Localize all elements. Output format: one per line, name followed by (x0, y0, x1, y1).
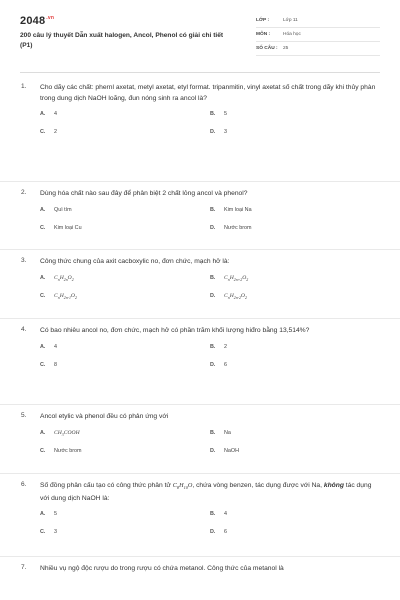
question-text: Ancol etylic và phenol đều có phản ứng với (40, 413, 169, 420)
option-a[interactable]: A. $C_nH_{2n}O_2$ (40, 274, 74, 282)
option-d[interactable]: D. NaOH (210, 447, 239, 454)
option-b[interactable]: B. 4 (210, 511, 227, 518)
option-b[interactable]: B. Kim loại Na (210, 206, 252, 213)
question-number: 7. (21, 564, 27, 571)
option-d[interactable]: D. 3 (210, 129, 227, 135)
answer-options (40, 511, 382, 551)
option-c[interactable]: C. Nước brom (40, 447, 82, 454)
chemical-formula: $CH_3COOH$ (54, 429, 80, 437)
option-d[interactable]: D. 6 (210, 529, 227, 536)
chemical-formula: $C_nH_{2n-1}O_2$ (54, 292, 77, 300)
option-a[interactable]: A. 4 (40, 343, 57, 350)
question-7 (0, 557, 400, 587)
site-logo[interactable]: $2048^{.vn}$ (20, 15, 55, 27)
question-text: Nhiều vụ ngộ độc rượu do trong rượu có chứa metanol. Công thức của metanol là (40, 565, 284, 572)
meta-question-count: SỐ CÂU : 25 (256, 43, 380, 56)
chemical-formula: $C_nH_{2n+2}O_2$ (224, 274, 249, 282)
option-d[interactable]: D. $C_nH_{2n-2}O_2$ (210, 292, 247, 300)
chemical-formula: $C_nH_{2n-2}O_2$ (224, 292, 247, 300)
option-b[interactable]: B. $C_nH_{2n+2}O_2$ (210, 274, 249, 282)
question-number: 3. (21, 257, 27, 264)
option-a[interactable]: A. 4 (40, 111, 57, 117)
option-d[interactable]: D. Nước brom (210, 224, 252, 231)
option-c[interactable]: C. 2 (40, 129, 57, 135)
question-1 (0, 76, 400, 182)
question-4 (0, 319, 400, 405)
question-6 (0, 474, 400, 557)
question-text: Dùng hóa chất nào sau đây để phân biệt 2 chất lỏng ancol và phenol? (40, 190, 248, 197)
question-text: Số đồng phân cấu tạo có công thức phân tử $C_8H_{10}O$, chứa vòng benzen, tác dụng được với Na, không tác dụng với dung dịch NaOH là: (40, 482, 372, 502)
option-b[interactable]: B. 2 (210, 343, 227, 350)
answer-options (40, 111, 382, 151)
option-a[interactable]: A. $CH_3COOH$ (40, 429, 80, 437)
option-c[interactable]: C. 3 (40, 529, 57, 536)
option-a[interactable]: A. 5 (40, 511, 57, 518)
question-3 (0, 250, 400, 319)
emphasis-text: không (323, 482, 344, 489)
question-list (0, 76, 400, 587)
worksheet-header (0, 0, 400, 70)
question-text: Cho dãy các chất: phernl axetat, metyl axetat, etyl format. tripanmitin, vinyl axetat số chất trong dãy khi thủy phàn trong dung dịch NaOH loãng, đun nóng sinh ra ancol là? (40, 84, 376, 102)
page-title: 200 câu lý thuyết Dẫn xuất halogen, Ancol, Phenol có giải chi tiết (P1) (20, 32, 224, 49)
meta-subject: MÔN : Hóa học (256, 29, 380, 42)
answer-options (40, 344, 382, 384)
question-number: 5. (21, 412, 27, 419)
option-a[interactable]: A. Quì tím (40, 206, 72, 213)
chemical-formula: $C_8H_{10}O$ (172, 482, 193, 491)
question-number: 2. (21, 189, 27, 196)
chemical-formula: $C_nH_{2n}O_2$ (54, 274, 74, 282)
answer-options (40, 207, 382, 247)
option-c[interactable]: C. Kim loại Cu (40, 224, 82, 231)
answer-options (40, 275, 382, 315)
header-divider (20, 72, 380, 73)
option-d[interactable]: D. 6 (210, 361, 227, 368)
question-number: 4. (21, 326, 27, 333)
question-5 (0, 405, 400, 474)
option-c[interactable]: C. 8 (40, 361, 57, 368)
option-c[interactable]: C. $C_nH_{2n-1}O_2$ (40, 292, 77, 300)
answer-options (40, 430, 382, 470)
worksheet-meta (256, 15, 380, 57)
question-2 (0, 182, 400, 250)
question-number: 6. (21, 481, 27, 488)
meta-class: LỚP : Lớp 11 (256, 15, 380, 28)
question-text: Có bao nhiêu ancol no, đơn chức, mạch hở có phần trăm khối lượng hiđro bằng 13,514%? (40, 327, 310, 334)
question-number: 1. (21, 83, 27, 90)
option-b[interactable]: B. Na (210, 429, 231, 436)
question-text: Công thức chung của axit cacboxylic no, đơn chức, mạch hở là: (40, 258, 230, 265)
option-b[interactable]: B. 5 (210, 111, 227, 117)
